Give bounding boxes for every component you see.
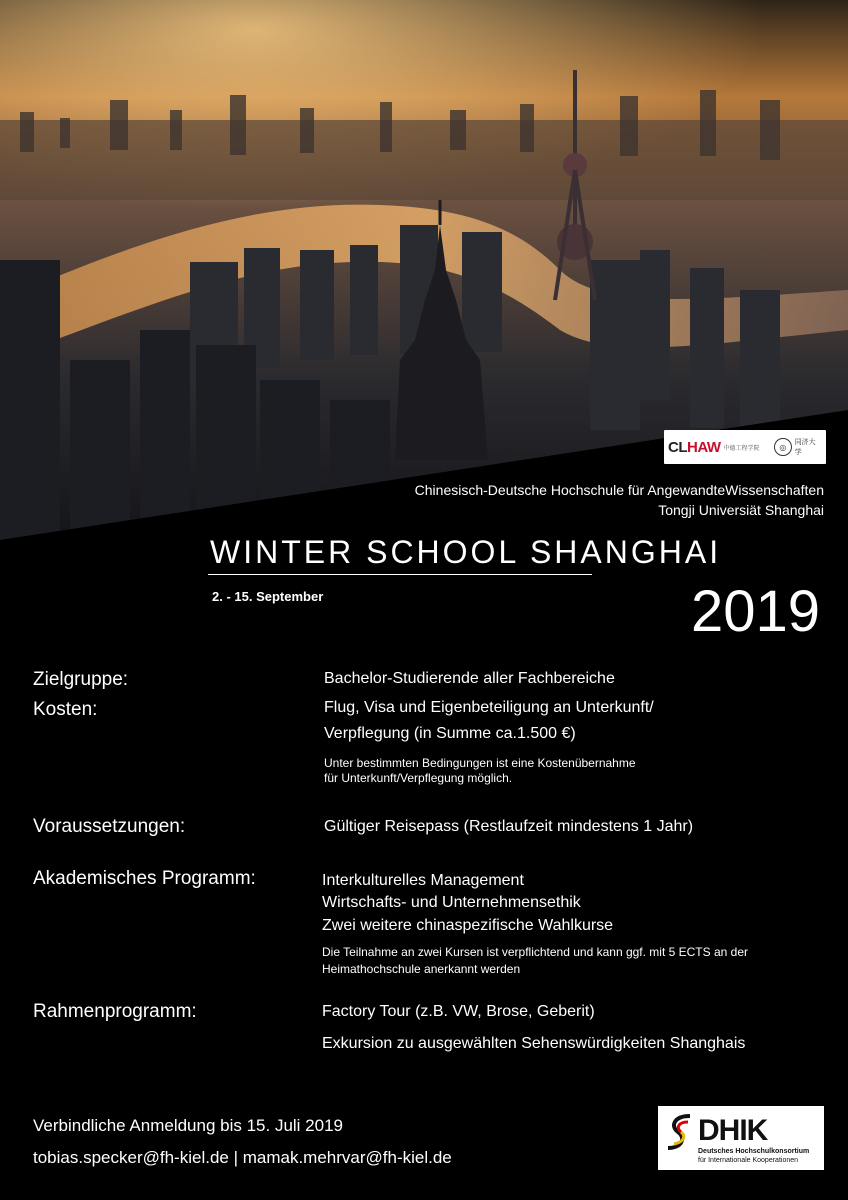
registration-deadline: Verbindliche Anmeldung bis 15. Juli 2019 [33, 1116, 343, 1135]
event-title: WINTER SCHOOL SHANGHAI [210, 534, 722, 570]
dhik-name: DHIK [698, 1114, 768, 1147]
tongji-seal-icon: ◎ [774, 438, 792, 456]
title-underline [208, 574, 592, 575]
cdhaw-logo-mark: HAW [687, 438, 721, 456]
programm-note-2: Heimathochschule anerkannt werden [322, 962, 521, 976]
zielgruppe-label: Zielgruppe: [33, 669, 129, 690]
dhik-subtitle-1: Deutsches Hochschulkonsortium [698, 1148, 810, 1155]
dhik-logo [658, 1106, 824, 1170]
kosten-note-2: für Unterkunft/Verpflegung möglich. [324, 771, 513, 785]
tongji-logo-text: 同济大学 [794, 439, 816, 456]
dhik-flag-icon [664, 1112, 698, 1152]
event-year: 2019 [690, 579, 820, 644]
voraussetzungen-label: Voraussetzungen: [33, 816, 186, 837]
university-name: Tongji Universiät Shanghai [658, 502, 824, 518]
event-dates: 2. - 15. September [212, 589, 324, 604]
kosten-line-1: Flug, Visa und Eigenbeteiligung an Unterkunft/ [324, 699, 654, 716]
institution-name: Chinesisch-Deutsche Hochschule für AngewandteWissenschaften [414, 482, 824, 498]
rahmen-label: Rahmenprogramm: [33, 1001, 197, 1022]
dhik-subtitle-2: für Internationale Kooperationen [698, 1157, 799, 1164]
programm-note-1: Die Teilnahme an zwei Kursen ist verpflichtend und kann ggf. mit 5 ECTS an der [322, 945, 748, 959]
kosten-label: Kosten: [33, 699, 98, 720]
programm-line-2: Wirtschafts- und Unternehmensethik [322, 894, 581, 911]
zielgruppe-value: Bachelor-Studierende aller Fachbereiche [324, 670, 615, 687]
rahmen-line-1: Factory Tour (z.B. VW, Brose, Geberit) [322, 1003, 595, 1020]
kosten-line-2: Verpflegung (in Summe ca.1.500 €) [324, 725, 576, 742]
tongji-logo [774, 434, 822, 460]
programm-line-3: Zwei weitere chinaspezifische Wahlkurse [322, 917, 614, 934]
kosten-note-1: Unter bestimmten Bedingungen ist eine Kostenübernahme [324, 756, 636, 770]
partner-logos [664, 430, 826, 464]
contact-emails[interactable]: tobias.specker@fh-kiel.de | mamak.mehrvar@fh-kiel.de [33, 1148, 452, 1167]
cdhaw-logo-prefix: CL [668, 438, 687, 456]
rahmen-line-2: Exkursion zu ausgewählten Sehenswürdigkeiten Shanghais [322, 1035, 746, 1052]
programm-label: Akademisches Programm: [33, 868, 256, 889]
voraussetzungen-value: Gültiger Reisepass (Restlaufzeit mindestens 1 Jahr) [324, 818, 694, 835]
cdhaw-logo-chinese: 中德工程学院 [723, 445, 760, 452]
cdhaw-logo [664, 430, 760, 464]
programm-line-1: Interkulturelles Management [322, 872, 524, 889]
